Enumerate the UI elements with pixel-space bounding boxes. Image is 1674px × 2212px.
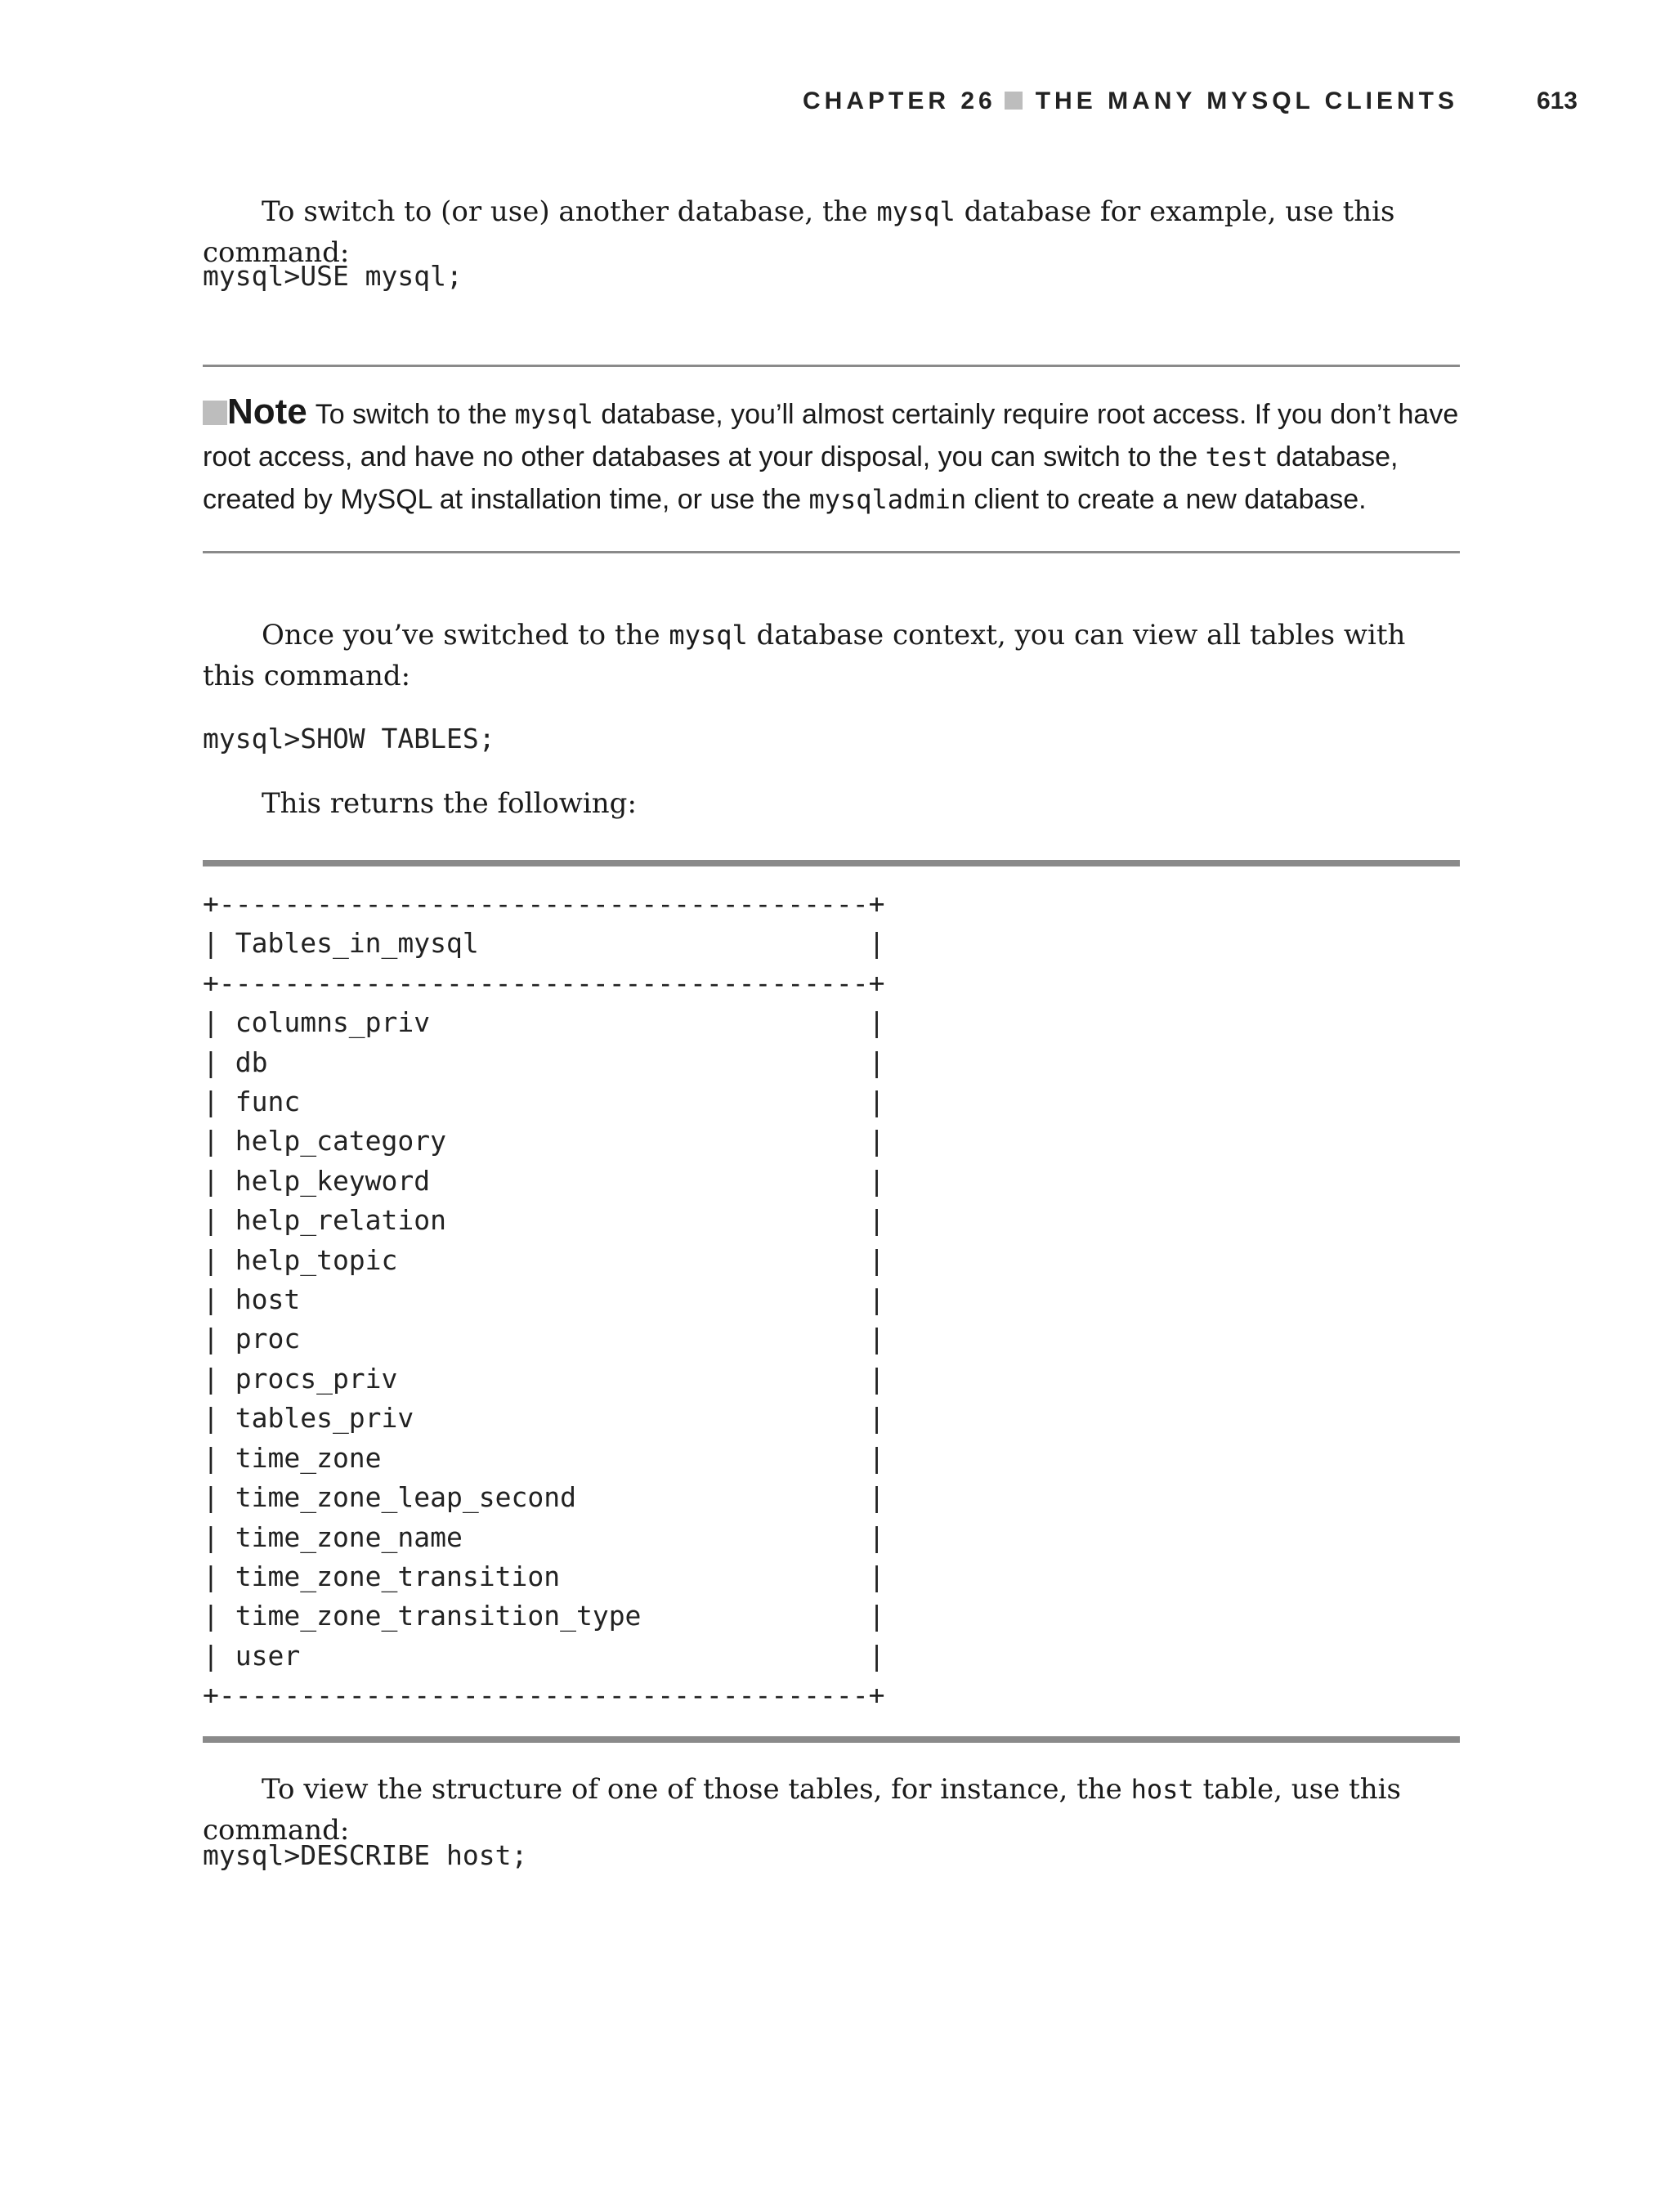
note-top-rule <box>203 365 1460 367</box>
inline-code: test <box>1205 441 1269 472</box>
table-row: | time_zone | <box>203 1441 885 1474</box>
text-segment: database for example, use this command: <box>203 195 1395 269</box>
table-header: | Tables_in_mysql | <box>203 927 885 960</box>
text-segment: To view the structure of one of those tables, for instance, the <box>262 1773 1131 1806</box>
output-bottom-rule <box>203 1736 1460 1743</box>
table-row: | help_category | <box>203 1125 885 1157</box>
chapter-title: THE MANY MYSQL CLIENTS <box>1035 87 1458 114</box>
table-row: | time_zone_transition_type | <box>203 1600 885 1632</box>
table-row: | columns_priv | <box>203 1006 885 1039</box>
table-row: | procs_priv | <box>203 1362 885 1395</box>
table-row: | time_zone_transition | <box>203 1560 885 1592</box>
running-head <box>803 82 1458 121</box>
note-label: Note <box>227 392 307 432</box>
inline-code: mysql <box>669 620 748 651</box>
text-segment: database context, you can view all tables with this command: <box>203 619 1406 692</box>
table-border: +----------------------------------------+ <box>203 1679 885 1712</box>
code-show-tables: mysql>SHOW TABLES; <box>203 723 495 754</box>
note-text: database, created by MySQL at installation time, or use the <box>203 441 1399 515</box>
code-describe-host: mysql>DESCRIBE host; <box>203 1839 528 1871</box>
paragraph-returns: This returns the following: <box>262 787 637 820</box>
text-segment: Once you’ve switched to the <box>262 619 669 652</box>
table-output <box>203 884 884 1716</box>
note-text: To switch to the <box>315 399 515 430</box>
table-row: | time_zone_leap_second | <box>203 1481 885 1514</box>
inline-code: mysql <box>514 399 593 430</box>
table-border: +----------------------------------------+ <box>203 966 885 999</box>
table-row: | help_keyword | <box>203 1164 885 1197</box>
inline-code: host <box>1130 1774 1194 1805</box>
table-row: | host | <box>203 1283 885 1316</box>
inline-code: mysql <box>876 196 956 227</box>
table-row: | tables_priv | <box>203 1402 885 1435</box>
page-header <box>0 82 1674 121</box>
table-row: | help_relation | <box>203 1204 885 1237</box>
table-row: | time_zone_name | <box>203 1520 885 1553</box>
chapter-number: CHAPTER 26 <box>803 87 996 114</box>
text-segment: To switch to (or use) another database, the <box>262 195 877 228</box>
paragraph-show-tables <box>203 615 1458 696</box>
note-bottom-rule <box>203 551 1460 553</box>
note-marker-icon <box>203 401 227 425</box>
code-use-mysql: mysql>USE mysql; <box>203 260 463 292</box>
table-border: +----------------------------------------+ <box>203 888 885 920</box>
table-row: | proc | <box>203 1323 885 1355</box>
inline-code: mysqladmin <box>808 484 967 515</box>
page-number: 613 <box>1536 87 1578 114</box>
note-block <box>203 391 1460 521</box>
text-segment: table, use this command: <box>203 1773 1401 1847</box>
table-row: | db | <box>203 1046 885 1078</box>
output-top-rule <box>203 860 1460 866</box>
note-text: client to create a new database. <box>966 484 1367 515</box>
table-row: | user | <box>203 1639 885 1672</box>
table-row: | help_topic | <box>203 1243 885 1276</box>
table-row: | func | <box>203 1086 885 1118</box>
note-text: database, you’ll almost certainly require root access. If you don’t have root access, and have no other databases at your disposal, you can switch to the <box>203 399 1459 472</box>
separator-square-icon <box>1005 92 1023 110</box>
